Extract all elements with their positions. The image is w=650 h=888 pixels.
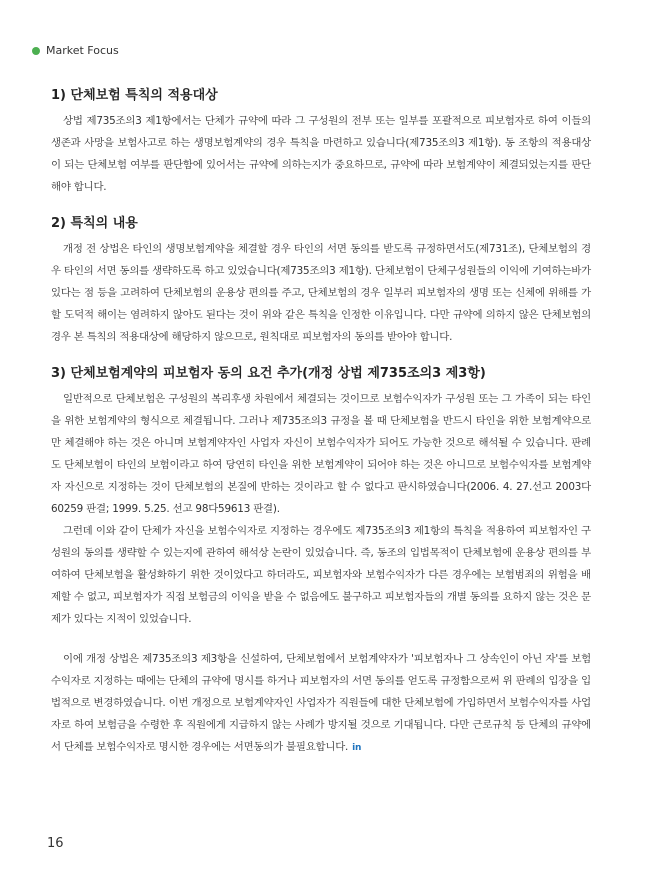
page-header xyxy=(32,44,119,57)
section-1-paragraph-1: 상법 제735조의3 제1항에서는 단체가 규약에 따라 그 구성원의 전부 또는 일부를 포괄적으로 피보험자로 하여 이들의 생존과 사망을 보험사고로 하는 생명보험계약의 경우 특칙을 마련하고 있습니다(제735조의3 제1항). 동 조항의 적용대상이 되는 단체보험 여부를 판단함에 있어서는 규약에 의하는지가 중요하므로, 규약에 따라 보험계약이 체결되었는지를 판단해야 합니다. xyxy=(51,115,591,193)
header-title: Market Focus xyxy=(46,44,119,57)
section-2-heading: 2) 특칙의 내용 xyxy=(51,216,138,231)
section-3-paragraph-3-text: 이에 개정 상법은 제735조의3 제3항을 신설하여, 단체보험에서 보험계약자가 '피보험자나 그 상속인이 아닌 자'를 보험수익자로 지정하는 때에는 단체의 규약에 명시를 하거나 피보험자의 서면 동의를 얻도록 규정함으로써 위 판례의 입장을 입법적으로 변경하였습니다. 이번 개정으로 보험계약자인 사업자가 직원들에 대한 단체보험에 가입하면서 보험수익자를 사업자로 하여 보험금을 수령한 후 직원에게 지급하지 않는 사례가 방지될 것으로 기대됩니다. 다만 근로규칙 등 단체의 규약에서 단체를 보험수익자로 명시한 경우에는 서면동의가 불필요합니다. xyxy=(51,653,591,753)
article-body xyxy=(51,86,591,775)
section-2 xyxy=(51,214,591,348)
green-dot-icon xyxy=(32,47,40,55)
section-3-heading: 3) 단체보험계약의 피보험자 동의 요건 추가(개정 상법 제735조의3 제3항) xyxy=(51,366,486,381)
section-3-paragraph-3 xyxy=(51,648,591,759)
section-3 xyxy=(51,364,591,759)
section-3-paragraph-1: 일반적으로 단체보험은 구성원의 복리후생 차원에서 체결되는 것이므로 보험수익자가 구성원 또는 그 가족이 되는 타인을 위한 보험계약의 형식으로 체결됩니다. 그러나 제735조의3 규정을 볼 때 단체보험을 반드시 타인을 위한 보험계약으로만 체결해야 하는 것은 아니며 보험계약자인 사업자 자신이 보험수익자가 되어도 가능한 것으로 해석될 수 있습니다. 판례도 단체보험이 타인의 보험이라고 하여 당연히 타인을 위한 보험계약이 되어야 하는 것은 아니므로 보험수익자를 보험계약자 자신으로 지정하는 것이 단체보험의 본질에 반하는 것이라고 할 수 없다고 판시하였습니다(2006. 4. 27.선고 2003다60259 판결; 1999. 5.25. 선고 98다59613 판결). xyxy=(51,393,591,515)
section-3-paragraph-2: 그런데 이와 같이 단체가 자신을 보험수익자로 지정하는 경우에도 제735조의3 제1항의 특칙을 적용하여 피보험자인 구성원의 동의를 생략할 수 있는지에 관하여 해석상 논란이 있었습니다. 즉, 동조의 입법목적이 단체보험에 운용상 편의를 부여하여 단체보험을 활성화하기 위한 것이었다고 하더라도, 피보험자와 보험수익자가 다른 경우에는 보험범죄의 위험을 배제할 수 없고, 피보험자가 직접 보험금의 이익을 받을 수 없음에도 불구하고 피보험자들의 개별 동의를 요하지 않는 것은 문제가 있다는 지적이 있었습니다. xyxy=(51,525,591,625)
section-1-heading: 1) 단체보험 특칙의 적용대상 xyxy=(51,88,218,103)
paragraph-spacer xyxy=(51,630,591,648)
page-number: 16 xyxy=(47,836,64,851)
section-1 xyxy=(51,86,591,198)
section-2-paragraph-1: 개정 전 상법은 타인의 생명보험계약을 체결할 경우 타인의 서면 동의를 받도록 규정하면서도(제731조), 단체보험의 경우 타인의 서면 동의를 생략하도록 하고 있었습니다(제735조의3 제1항). 단체보험이 단체구성원들의 이익에 기여하는바가 있다는 점 등을 고려하여 단체보험의 운용상 편의를 주고, 단체보험의 경우 일부러 피보험자의 생명 또는 신체에 위해를 가할 도덕적 해이는 염려하지 않아도 된다는 것이 위와 같은 특칙을 인정한 이유입니다. 다만 규약에 의하지 않은 단체보험의 경우 본 특칙의 적용대상에 해당하지 않으므로, 원칙대로 피보험자의 동의를 받아야 합니다. xyxy=(51,243,591,343)
end-mark-icon: in xyxy=(352,743,362,753)
